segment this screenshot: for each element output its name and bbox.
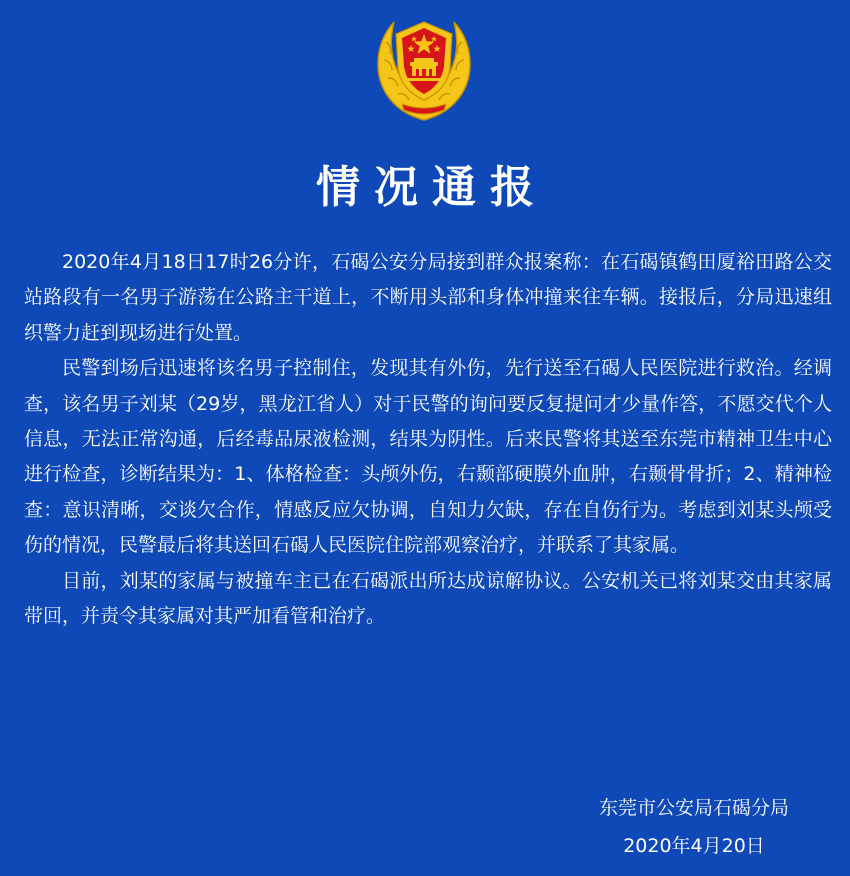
issue-date: 2020年4月20日 [623,835,765,857]
police-emblem-icon [372,12,476,124]
notice-paragraph-2: 民警到场后迅速将该名男子控制住，发现其有外伤，先行送至石碣人民医院进行救治。经调查，该名男子刘某（29岁，黑龙江省人）对于民警的询问要反复提问才少量作答，不愿交代个人信息，无法正常沟通，后经毒品尿液检测，结果为阴性。后来民警将其送至东莞市精神卫生中心进行检查，诊断结果为：1、体格检查：头颅外伤，右颞部硬膜外血肿，右颞骨骨折；2、精神检查：意识清晰，交谈欠合作，情感反应欠协调，自知力欠缺，存在自伤行为。考虑到刘某头颅受伤的情况，民警最后将其送回石碣人民医院住院部观察治疗，并联系了其家属。 [24,357,832,557]
notice-paragraph-3: 目前，刘某的家属与被撞车主已在石碣派出所达成谅解协议。公安机关已将刘某交由其家属带回，并责令其家属对其严加看管和治疗。 [24,569,832,628]
notice-paragraph-1: 2020年4月18日17时26分许，石碣公安分局接到群众报案称：在石碣镇鹤田厦裕田路公交站路段有一名男子游荡在公路主干道上，不断用头部和身体冲撞来往车辆。接报后，分局迅速组织警力赶到现场进行处置。 [24,251,832,344]
signature-block [584,789,804,865]
issuer-name: 东莞市公安局石碣分局 [598,797,789,819]
page-title: 情况通报 [316,162,548,213]
notice-body [24,245,832,634]
